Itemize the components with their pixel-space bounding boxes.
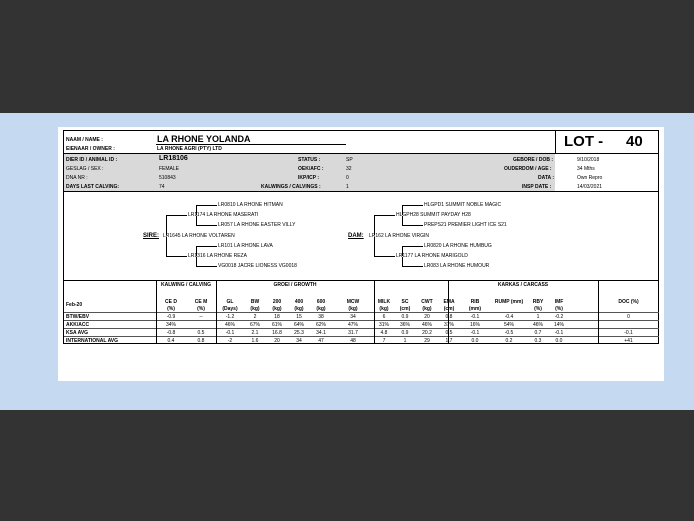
col-unit-8: (kg) [379, 306, 389, 312]
dna-value: 510843 [159, 175, 176, 181]
col-head-7: MCW [346, 299, 360, 305]
owner-name: LA RHONE AGRI (PTY) LTD [157, 146, 222, 152]
pedigree-ss: LR1174 LA RHONE MASERATI [188, 212, 259, 218]
group-growth: GROEI / GROWTH [273, 282, 317, 288]
col-line-carcass [448, 280, 449, 344]
table-cell: 47% [347, 322, 358, 328]
ss-bracket-top [196, 205, 217, 215]
table-cell: 0.5 [197, 330, 205, 336]
oek-value: 32 [346, 166, 352, 172]
col-line-milk [374, 280, 375, 344]
table-cell: 1 [536, 314, 540, 320]
col-head-3: BW [250, 299, 260, 305]
geslag-value: FEMALE [159, 166, 180, 172]
table-cell: 67% [249, 322, 260, 328]
table-cell: -0.8 [166, 330, 176, 336]
col-head-2: GL [226, 299, 234, 305]
col-head-14: RBY [532, 299, 544, 305]
table-cell: 46% [532, 322, 543, 328]
table-cell: 62% [315, 322, 326, 328]
col-unit-4: (kg) [272, 306, 282, 312]
col-unit-12: (mm) [468, 306, 482, 312]
col-head-6: 600 [316, 299, 326, 305]
pedigree-dss: HLGPD1 SUMMIT NOBLE MAGIC [424, 202, 502, 208]
table-cell: 0.2 [505, 338, 513, 344]
table-cell: 2 [253, 314, 257, 320]
dna-label: DNA NR : [66, 175, 88, 181]
table-cell: 0.0 [471, 338, 479, 344]
col-line-doc [598, 280, 599, 344]
lot-sheet [58, 127, 664, 381]
table-cell: 46% [224, 322, 235, 328]
table-cell: 1.7 [445, 338, 453, 344]
pedigree-dsd: PREPS21 PREMIER LIGHT ICE S21 [424, 222, 507, 228]
pedigree-divider [64, 280, 659, 281]
table-cell: -0.9 [166, 314, 176, 320]
col-head-11: EMA [443, 299, 455, 305]
col-unit-15: (%) [555, 306, 563, 312]
col-head-15: IMF [554, 299, 564, 305]
table-cell: -0.1 [470, 330, 480, 336]
table-cell: 0.5 [445, 330, 453, 336]
dier-label: DIER ID / ANIMAL ID : [66, 157, 118, 163]
row-line-2 [64, 328, 659, 329]
date-label: Feb-20 [66, 302, 83, 308]
table-cell: 20 [424, 314, 430, 320]
col-unit-3: (kg) [250, 306, 260, 312]
naam-label: NAAM / NAME : [66, 137, 103, 143]
table-cell: 0 [627, 314, 630, 320]
table-cell: 46% [421, 322, 432, 328]
pedigree-ddd: LR083 LA RHONE HUMOUR [424, 263, 490, 269]
oek-label: OEK/AFC : [298, 166, 324, 172]
table-cell: -0.5 [504, 330, 514, 336]
table-cell: 1.6 [251, 338, 259, 344]
col-line-calving [156, 280, 157, 344]
animal-name: LA RHONE YOLANDA [157, 134, 251, 144]
table-cell: 0.3 [534, 338, 542, 344]
lot-label: LOT - [564, 133, 604, 150]
pedigree-ssd: LR057 LA RHONE EASTER VILLY [218, 222, 296, 228]
col-unit-6: (kg) [316, 306, 326, 312]
table-cell: -0.4 [504, 314, 514, 320]
lot-number: 40 [626, 133, 643, 150]
table-cell: 6 [382, 314, 386, 320]
table-cell: 34 [350, 314, 356, 320]
sheet-frame [63, 130, 659, 344]
row-label: AKK/ACC [66, 322, 90, 328]
table-cell: 0.9 [401, 314, 409, 320]
table-cell: 25.3 [294, 330, 304, 336]
col-head-4: 200 [272, 299, 282, 305]
col-head-12: RIB [470, 299, 480, 305]
row-line-3 [64, 336, 659, 337]
dd-bracket-top [402, 246, 423, 256]
sire-label: SIRE: [143, 233, 160, 239]
pedigree-sdd: VG0018 JACRE LIONESS VG0018 [218, 263, 297, 269]
pedigree-ds: HLGPH28 SUMMIT PAYDAY H28 [396, 212, 471, 218]
col-head-0: CE D [165, 299, 177, 305]
geslag-label: GESLAG / SEX : [66, 166, 104, 172]
table-cell: -0.1 [624, 330, 633, 336]
col-unit-11: (cm) [443, 306, 455, 312]
ds-bracket-bottom [402, 216, 423, 226]
col-unit-2: (Days) [222, 306, 238, 312]
sd-bracket-top [196, 246, 217, 256]
col-head-16: DOC (%) [618, 299, 639, 305]
kalwings-label: KALWINGS / CALVINGS : [261, 184, 321, 190]
pedigree-sss: LR0810 LA RHONE HITMAN [218, 202, 283, 208]
table-cell: -0.1 [225, 330, 235, 336]
col-unit-5: (kg) [294, 306, 304, 312]
dam-bracket-bottom [374, 237, 395, 257]
pedigree-sds: LR101 LA RHONE LAVA [218, 243, 273, 249]
row-label: INTERNATIONAL AVG [66, 338, 119, 344]
table-cell: 7 [382, 338, 386, 344]
table-cell: 31.7 [348, 330, 358, 336]
table-cell: 16.8 [272, 330, 282, 336]
dam-label: DAM: [348, 233, 364, 239]
col-unit-0: (%) [167, 306, 175, 312]
col-unit-1: (%) [197, 306, 205, 312]
row-label: KSA AVG [66, 330, 89, 336]
eienaar-label: EIENAAR / OWNER : [66, 146, 115, 152]
table-cell: -0.1 [470, 314, 480, 320]
table-cell: 4.8 [380, 330, 388, 336]
table-cell: 64% [293, 322, 304, 328]
sire-bracket-bottom [166, 237, 187, 257]
days-label: DAYS LAST CALVING: [66, 184, 120, 190]
ikp-value: 0 [346, 175, 349, 181]
pedigree-dds: LR0820 LA RHONE HUMBUG [424, 243, 492, 249]
ikp-label: IKP/ICP : [298, 175, 320, 181]
table-cell: 0.0 [555, 338, 563, 344]
table-cell: -0.1 [554, 330, 564, 336]
table-cell: 2.1 [251, 330, 259, 336]
table-cell: -0.2 [554, 314, 564, 320]
row-label: BTW/EBV [66, 314, 90, 320]
table-cell: 0.7 [534, 330, 542, 336]
gebore-value: 9/10/2018 [577, 157, 600, 163]
pedigree-dd: LR1177 LA RHONE MARIGOLD [396, 253, 468, 259]
header-bottom-line [64, 312, 659, 313]
table-cell: 16% [469, 322, 480, 328]
table-cell: 31% [378, 322, 389, 328]
col-head-1: CE M [194, 299, 208, 305]
insp-value: 14/03/2021 [577, 184, 603, 190]
table-cell: 14% [553, 322, 564, 328]
sire-bracket-top [166, 215, 187, 235]
table-cell: -- [199, 314, 203, 320]
group-calving: KALWING / CALVING [161, 282, 211, 288]
col-head-5: 400 [294, 299, 304, 305]
pedigree-sire: LR1645 LA RHONE VOLTAREN [163, 233, 235, 239]
table-cell: 0.8 [445, 314, 453, 320]
data-label: DATA : [538, 175, 555, 181]
dier-value: LR18106 [159, 155, 188, 162]
ds-bracket-top [402, 205, 423, 215]
pedigree-dam: LR162 LA RHONE VIRGIN [369, 233, 430, 239]
table-cell: 34 [296, 338, 302, 344]
col-unit-7: (kg) [348, 306, 358, 312]
table-cell: 18 [274, 314, 280, 320]
col-line-growth [216, 280, 217, 344]
table-cell: 0.9 [401, 330, 409, 336]
table-cell: +41 [624, 338, 633, 344]
pedigree-sd: LR1316 LA RHONE REZA [188, 253, 247, 259]
table-cell: 34.1 [316, 330, 326, 336]
dd-bracket-bottom [402, 257, 423, 267]
table-cell: 15 [296, 314, 302, 320]
table-cell: 37% [443, 322, 454, 328]
gebore-label: GEBORE / DOB : [513, 157, 554, 163]
group-carcass: KARKAS / CARCASS [497, 282, 549, 288]
status-label: STATUS : [298, 157, 321, 163]
ouderdom-label: OUDERDOM / AGE : [504, 166, 552, 172]
table-cell: 38 [318, 314, 324, 320]
table-cell: 20 [274, 338, 280, 344]
table-cell: 1 [403, 338, 407, 344]
table-cell: -1.2 [225, 314, 235, 320]
col-head-13: RUMP (mm) [494, 299, 524, 305]
lot-box [555, 131, 659, 153]
table-cell: 48 [350, 338, 356, 344]
table-cell: 61% [271, 322, 282, 328]
sd-bracket-bottom [196, 257, 217, 267]
col-head-8: MILK [377, 299, 391, 305]
table-cell: 54% [503, 322, 514, 328]
table-cell: 47 [318, 338, 324, 344]
table-cell: -2 [227, 338, 233, 344]
col-head-10: CWT [421, 299, 433, 305]
table-cell: 29 [424, 338, 430, 344]
table-cell: 0.4 [167, 338, 175, 344]
insp-label: INSP DATE : [522, 184, 552, 190]
status-value: SP [346, 157, 353, 163]
info-divider [64, 191, 659, 192]
dam-bracket-top [374, 215, 395, 235]
table-cell: 0.8 [197, 338, 205, 344]
days-value: 74 [159, 184, 165, 190]
ss-bracket-bottom [196, 216, 217, 226]
ouderdom-value: 34 Mths [577, 166, 595, 172]
col-unit-9: (cm) [399, 306, 411, 312]
data-value: Own Repro [577, 175, 603, 181]
table-cell: 34% [165, 322, 176, 328]
col-unit-14: (%) [534, 306, 542, 312]
header-divider [64, 153, 659, 154]
table-cell: 36% [399, 322, 410, 328]
row-line-1 [64, 320, 659, 321]
table-cell: 20.2 [422, 330, 432, 336]
name-underline [156, 144, 346, 145]
col-head-9: SC [401, 299, 409, 305]
kalwings-value: 1 [346, 184, 349, 190]
col-unit-10: (kg) [422, 306, 432, 312]
